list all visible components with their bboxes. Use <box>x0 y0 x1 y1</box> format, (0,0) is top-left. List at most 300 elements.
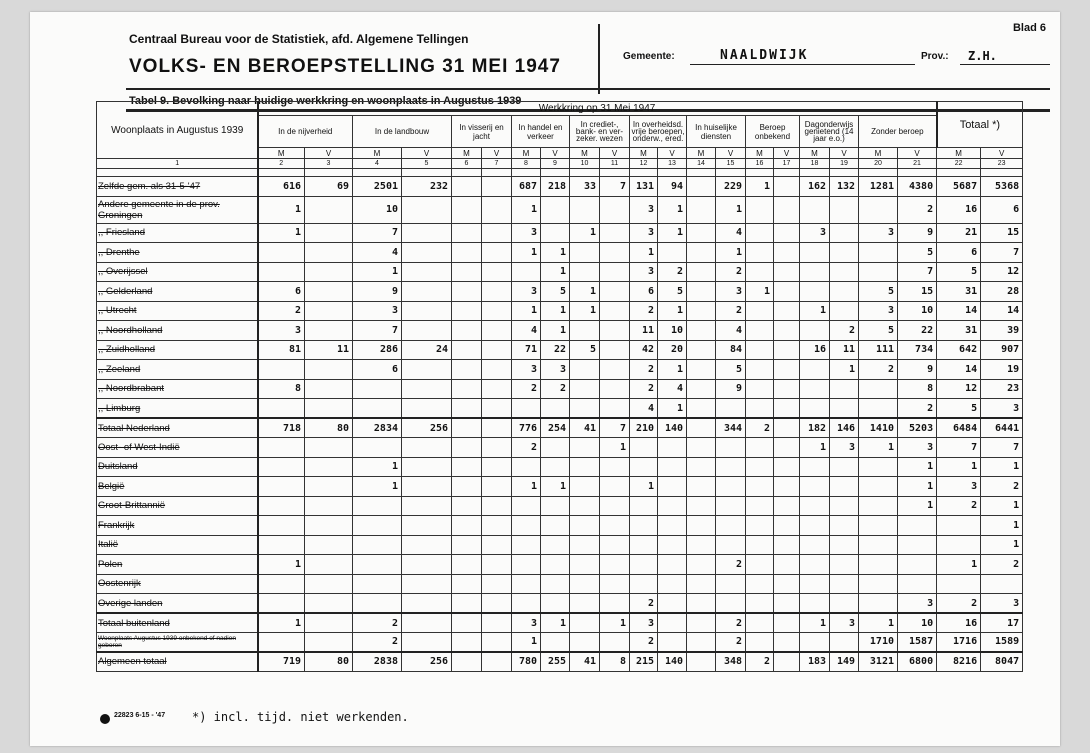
value-cell <box>687 457 716 477</box>
row-label <box>97 633 258 652</box>
value-cell <box>746 477 774 497</box>
value-cell <box>541 535 570 555</box>
value-cell: 9 <box>898 223 937 243</box>
value-cell: 12 <box>981 262 1023 282</box>
value-cell <box>774 535 800 555</box>
value-cell <box>258 360 305 380</box>
value-cell <box>402 301 452 321</box>
value-cell: 6 <box>981 196 1023 223</box>
value-cell: 132 <box>830 177 859 197</box>
row-label-text: ,, Friesland <box>98 227 145 239</box>
value-cell <box>258 477 305 497</box>
value-cell <box>600 196 630 223</box>
value-cell <box>258 496 305 516</box>
value-cell <box>800 243 830 263</box>
value-cell: 15 <box>981 223 1023 243</box>
header-sex-m: M <box>687 148 716 159</box>
value-cell <box>687 613 716 633</box>
value-cell <box>258 516 305 536</box>
value-cell: 2 <box>830 321 859 341</box>
value-cell <box>800 196 830 223</box>
value-cell: 15 <box>898 282 937 302</box>
value-cell: 5 <box>937 262 981 282</box>
value-cell <box>482 535 512 555</box>
value-cell: 286 <box>353 340 402 360</box>
table-row <box>97 477 1023 497</box>
header-werkkring: Werkkring op 31 Mei 1947 <box>258 102 937 116</box>
value-cell <box>482 196 512 223</box>
value-cell: 10 <box>898 301 937 321</box>
value-cell: 111 <box>859 340 898 360</box>
value-cell: 3 <box>512 613 541 633</box>
value-cell <box>402 360 452 380</box>
value-cell <box>774 301 800 321</box>
value-cell <box>512 574 541 594</box>
table-row <box>97 652 1023 672</box>
header-sex-v: V <box>898 148 937 159</box>
value-cell <box>830 379 859 399</box>
value-cell <box>258 243 305 263</box>
prov-value: Z.H. <box>968 49 997 63</box>
value-cell <box>746 399 774 419</box>
value-cell <box>512 457 541 477</box>
header-group: In handel en verkeer <box>512 116 570 148</box>
value-cell <box>774 496 800 516</box>
value-cell <box>452 177 482 197</box>
value-cell <box>452 457 482 477</box>
value-cell <box>716 438 746 458</box>
value-cell: 5 <box>570 340 600 360</box>
value-cell <box>898 555 937 575</box>
table-row <box>97 496 1023 516</box>
value-cell: 7 <box>353 223 402 243</box>
value-cell <box>830 574 859 594</box>
value-cell: 5 <box>859 321 898 341</box>
value-cell <box>774 262 800 282</box>
value-cell <box>512 262 541 282</box>
value-cell <box>746 457 774 477</box>
value-cell: 2 <box>630 594 658 614</box>
header-sex-m: M <box>746 148 774 159</box>
value-cell: 3 <box>512 360 541 380</box>
value-cell <box>859 535 898 555</box>
value-cell: 2 <box>859 360 898 380</box>
row-label <box>97 243 258 263</box>
value-cell <box>630 555 658 575</box>
value-cell: 7 <box>600 418 630 438</box>
value-cell: 907 <box>981 340 1023 360</box>
value-cell: 14 <box>981 301 1023 321</box>
spacer-cell <box>353 169 402 177</box>
header-group: In visserij en jacht <box>452 116 512 148</box>
footnote: *) incl. tijd. niet werkenden. <box>192 710 409 724</box>
value-cell <box>774 418 800 438</box>
value-cell <box>830 477 859 497</box>
value-cell: 14 <box>937 301 981 321</box>
value-cell: 1 <box>258 223 305 243</box>
value-cell: 5 <box>716 360 746 380</box>
value-cell <box>482 457 512 477</box>
value-cell: 8 <box>600 652 630 672</box>
column-number: 7 <box>482 159 512 169</box>
value-cell <box>658 516 687 536</box>
bureau-heading: Centraal Bureau voor de Statistiek, afd. Algemene Tellingen <box>129 32 469 46</box>
table-row <box>97 223 1023 243</box>
value-cell: 1 <box>600 438 630 458</box>
value-cell <box>452 399 482 419</box>
column-number: 18 <box>800 159 830 169</box>
spacer-cell <box>305 169 353 177</box>
value-cell <box>482 321 512 341</box>
row-label-text: Oostenrijk <box>98 578 141 590</box>
value-cell <box>658 496 687 516</box>
value-cell <box>800 457 830 477</box>
value-cell: 1 <box>658 360 687 380</box>
value-cell: 3 <box>630 262 658 282</box>
spacer-cell <box>630 169 658 177</box>
header-sex-m: M <box>258 148 305 159</box>
value-cell: 24 <box>402 340 452 360</box>
value-cell <box>800 477 830 497</box>
header-group: In crediet-, bank- en ver-zeker. wezen <box>570 116 630 148</box>
row-label <box>97 340 258 360</box>
row-label-text: Totaal buitenland <box>98 617 170 629</box>
value-cell <box>658 243 687 263</box>
value-cell <box>774 223 800 243</box>
table-row <box>97 177 1023 197</box>
value-cell: 84 <box>716 340 746 360</box>
value-cell <box>512 555 541 575</box>
header-group: In huiselijke diensten <box>687 116 746 148</box>
value-cell <box>746 613 774 633</box>
row-label-text: ,, Zeeland <box>98 363 141 375</box>
value-cell: 2 <box>353 613 402 633</box>
header-sex-m: M <box>630 148 658 159</box>
value-cell <box>830 516 859 536</box>
value-cell: 2834 <box>353 418 402 438</box>
value-cell <box>570 360 600 380</box>
value-cell: 3 <box>800 223 830 243</box>
value-cell: 1 <box>353 477 402 497</box>
table-row <box>97 321 1023 341</box>
value-cell: 1 <box>981 516 1023 536</box>
value-cell <box>570 196 600 223</box>
value-cell <box>774 633 800 652</box>
value-cell <box>774 177 800 197</box>
column-number: 12 <box>630 159 658 169</box>
value-cell <box>716 594 746 614</box>
value-cell: 1 <box>658 399 687 419</box>
value-cell: 3 <box>981 594 1023 614</box>
value-cell <box>541 457 570 477</box>
value-cell: 11 <box>305 340 353 360</box>
table-row <box>97 516 1023 536</box>
value-cell <box>600 633 630 652</box>
value-cell: 39 <box>981 321 1023 341</box>
column-number: 8 <box>512 159 541 169</box>
value-cell <box>600 516 630 536</box>
value-cell <box>800 496 830 516</box>
value-cell: 1 <box>800 438 830 458</box>
row-label-text: ,, Utrecht <box>98 305 137 317</box>
value-cell <box>482 340 512 360</box>
header-totaal: Totaal *) <box>937 102 1023 148</box>
spacer-cell <box>452 169 482 177</box>
value-cell <box>600 282 630 302</box>
value-cell: 31 <box>937 321 981 341</box>
table-caption: Tabel 9. Bevolking naar huidige werkkring en woonplaats in Augustus 1939 <box>129 95 522 107</box>
row-label <box>97 555 258 575</box>
value-cell: 2 <box>898 399 937 419</box>
census-table <box>96 101 1023 672</box>
value-cell <box>859 496 898 516</box>
column-number: 1 <box>97 159 258 169</box>
value-cell <box>402 457 452 477</box>
value-cell: 6800 <box>898 652 937 672</box>
value-cell <box>687 477 716 497</box>
value-cell: 1710 <box>859 633 898 652</box>
value-cell: 1 <box>630 243 658 263</box>
row-label-text: Andere gemeente in de prov. Groningen <box>98 198 220 221</box>
value-cell <box>746 321 774 341</box>
value-cell <box>630 516 658 536</box>
value-cell <box>898 535 937 555</box>
spacer-cell <box>512 169 541 177</box>
value-cell: 3121 <box>859 652 898 672</box>
value-cell <box>937 516 981 536</box>
value-cell: 2 <box>512 379 541 399</box>
value-cell: 2 <box>541 379 570 399</box>
value-cell: 2838 <box>353 652 402 672</box>
table-row <box>97 418 1023 438</box>
value-cell <box>898 574 937 594</box>
value-cell <box>570 516 600 536</box>
value-cell: 5 <box>859 282 898 302</box>
value-cell <box>512 535 541 555</box>
value-cell: 1 <box>541 477 570 497</box>
value-cell: 2 <box>630 379 658 399</box>
value-cell: 2 <box>353 633 402 652</box>
value-cell: 8216 <box>937 652 981 672</box>
value-cell: 3 <box>859 301 898 321</box>
value-cell: 3 <box>353 301 402 321</box>
column-number: 6 <box>452 159 482 169</box>
value-cell: 9 <box>716 379 746 399</box>
table-row <box>97 438 1023 458</box>
value-cell <box>600 457 630 477</box>
value-cell <box>687 574 716 594</box>
value-cell <box>482 301 512 321</box>
value-cell: 1589 <box>981 633 1023 652</box>
value-cell <box>402 633 452 652</box>
value-cell: 6 <box>353 360 402 380</box>
row-label-text: Zelfde gem. als 31-5-'47 <box>98 180 201 192</box>
column-number: 16 <box>746 159 774 169</box>
value-cell <box>774 321 800 341</box>
value-cell: 2 <box>630 360 658 380</box>
value-cell <box>630 496 658 516</box>
value-cell <box>402 196 452 223</box>
value-cell <box>687 321 716 341</box>
spacer-cell <box>482 169 512 177</box>
value-cell <box>746 438 774 458</box>
table-row <box>97 399 1023 419</box>
value-cell: 2 <box>658 262 687 282</box>
value-cell <box>305 438 353 458</box>
value-cell <box>687 177 716 197</box>
value-cell <box>937 574 981 594</box>
value-cell: 8047 <box>981 652 1023 672</box>
spacer-cell <box>97 169 258 177</box>
value-cell <box>687 223 716 243</box>
value-cell <box>687 652 716 672</box>
value-cell: 71 <box>512 340 541 360</box>
value-cell: 8 <box>898 379 937 399</box>
value-cell <box>305 633 353 652</box>
header-group: In de landbouw <box>353 116 452 148</box>
value-cell <box>600 243 630 263</box>
value-cell: 140 <box>658 418 687 438</box>
value-cell: 69 <box>305 177 353 197</box>
value-cell <box>830 262 859 282</box>
value-cell: 1 <box>859 438 898 458</box>
row-label-text: Groot-Brittannië <box>98 500 166 512</box>
value-cell: 1 <box>630 477 658 497</box>
value-cell <box>859 457 898 477</box>
value-cell <box>305 477 353 497</box>
value-cell <box>600 340 630 360</box>
value-cell <box>800 633 830 652</box>
column-number: 2 <box>258 159 305 169</box>
value-cell: 14 <box>937 360 981 380</box>
value-cell <box>600 379 630 399</box>
value-cell <box>716 535 746 555</box>
value-cell: 2 <box>898 196 937 223</box>
value-cell: 7 <box>898 262 937 282</box>
value-cell: 210 <box>630 418 658 438</box>
value-cell: 1 <box>570 301 600 321</box>
spacer-cell <box>541 169 570 177</box>
value-cell <box>305 379 353 399</box>
value-cell: 232 <box>402 177 452 197</box>
value-cell <box>570 262 600 282</box>
value-cell <box>570 535 600 555</box>
value-cell: 33 <box>570 177 600 197</box>
value-cell <box>541 594 570 614</box>
value-cell: 256 <box>402 652 452 672</box>
value-cell: 2 <box>630 301 658 321</box>
value-cell: 4 <box>716 321 746 341</box>
value-cell: 3 <box>630 613 658 633</box>
value-cell <box>305 399 353 419</box>
table-row <box>97 196 1023 223</box>
value-cell: 2 <box>258 301 305 321</box>
value-cell: 256 <box>402 418 452 438</box>
table-row <box>97 574 1023 594</box>
value-cell <box>774 477 800 497</box>
value-cell <box>800 535 830 555</box>
value-cell: 215 <box>630 652 658 672</box>
row-label-text: België <box>98 480 125 492</box>
value-cell <box>482 516 512 536</box>
value-cell <box>859 594 898 614</box>
value-cell: 3 <box>512 223 541 243</box>
value-cell <box>746 223 774 243</box>
value-cell: 94 <box>658 177 687 197</box>
value-cell: 4 <box>658 379 687 399</box>
value-cell <box>746 196 774 223</box>
column-number: 4 <box>353 159 402 169</box>
value-cell <box>258 438 305 458</box>
value-cell <box>482 574 512 594</box>
value-cell: 4380 <box>898 177 937 197</box>
value-cell <box>830 594 859 614</box>
value-cell <box>570 555 600 575</box>
value-cell: 5 <box>898 243 937 263</box>
value-cell: 1 <box>937 457 981 477</box>
value-cell: 5687 <box>937 177 981 197</box>
row-label-text: Totaal Nederland <box>98 422 170 434</box>
value-cell: 3 <box>630 223 658 243</box>
value-cell <box>452 574 482 594</box>
value-cell <box>570 496 600 516</box>
value-cell <box>570 243 600 263</box>
table-row <box>97 379 1023 399</box>
value-cell: 1 <box>859 613 898 633</box>
value-cell <box>452 340 482 360</box>
value-cell <box>570 321 600 341</box>
value-cell <box>482 379 512 399</box>
table-row <box>97 457 1023 477</box>
row-label <box>97 652 258 672</box>
value-cell: 12 <box>937 379 981 399</box>
value-cell <box>305 196 353 223</box>
value-cell <box>859 477 898 497</box>
row-label <box>97 177 258 197</box>
value-cell: 11 <box>830 340 859 360</box>
prov-line <box>960 64 1050 65</box>
value-cell <box>830 243 859 263</box>
value-cell: 4 <box>716 223 746 243</box>
value-cell <box>746 516 774 536</box>
header-sex-v: V <box>981 148 1023 159</box>
value-cell: 16 <box>937 613 981 633</box>
value-cell <box>305 613 353 633</box>
value-cell <box>305 457 353 477</box>
header-sex-m: M <box>937 148 981 159</box>
value-cell: 642 <box>937 340 981 360</box>
header-woonplaats: Woonplaats in Augustus 1939 <box>97 102 258 159</box>
value-cell <box>402 516 452 536</box>
value-cell <box>830 457 859 477</box>
value-cell <box>859 516 898 536</box>
value-cell: 16 <box>937 196 981 223</box>
value-cell <box>687 301 716 321</box>
value-cell: 7 <box>981 243 1023 263</box>
value-cell: 3 <box>898 594 937 614</box>
value-cell: 3 <box>937 477 981 497</box>
spacer-cell <box>981 169 1023 177</box>
column-number: 10 <box>570 159 600 169</box>
value-cell <box>600 223 630 243</box>
value-cell: 229 <box>716 177 746 197</box>
value-cell <box>800 262 830 282</box>
header-row-numbers <box>97 159 1023 169</box>
value-cell <box>570 633 600 652</box>
value-cell <box>305 243 353 263</box>
value-cell <box>452 496 482 516</box>
table-row <box>97 613 1023 633</box>
